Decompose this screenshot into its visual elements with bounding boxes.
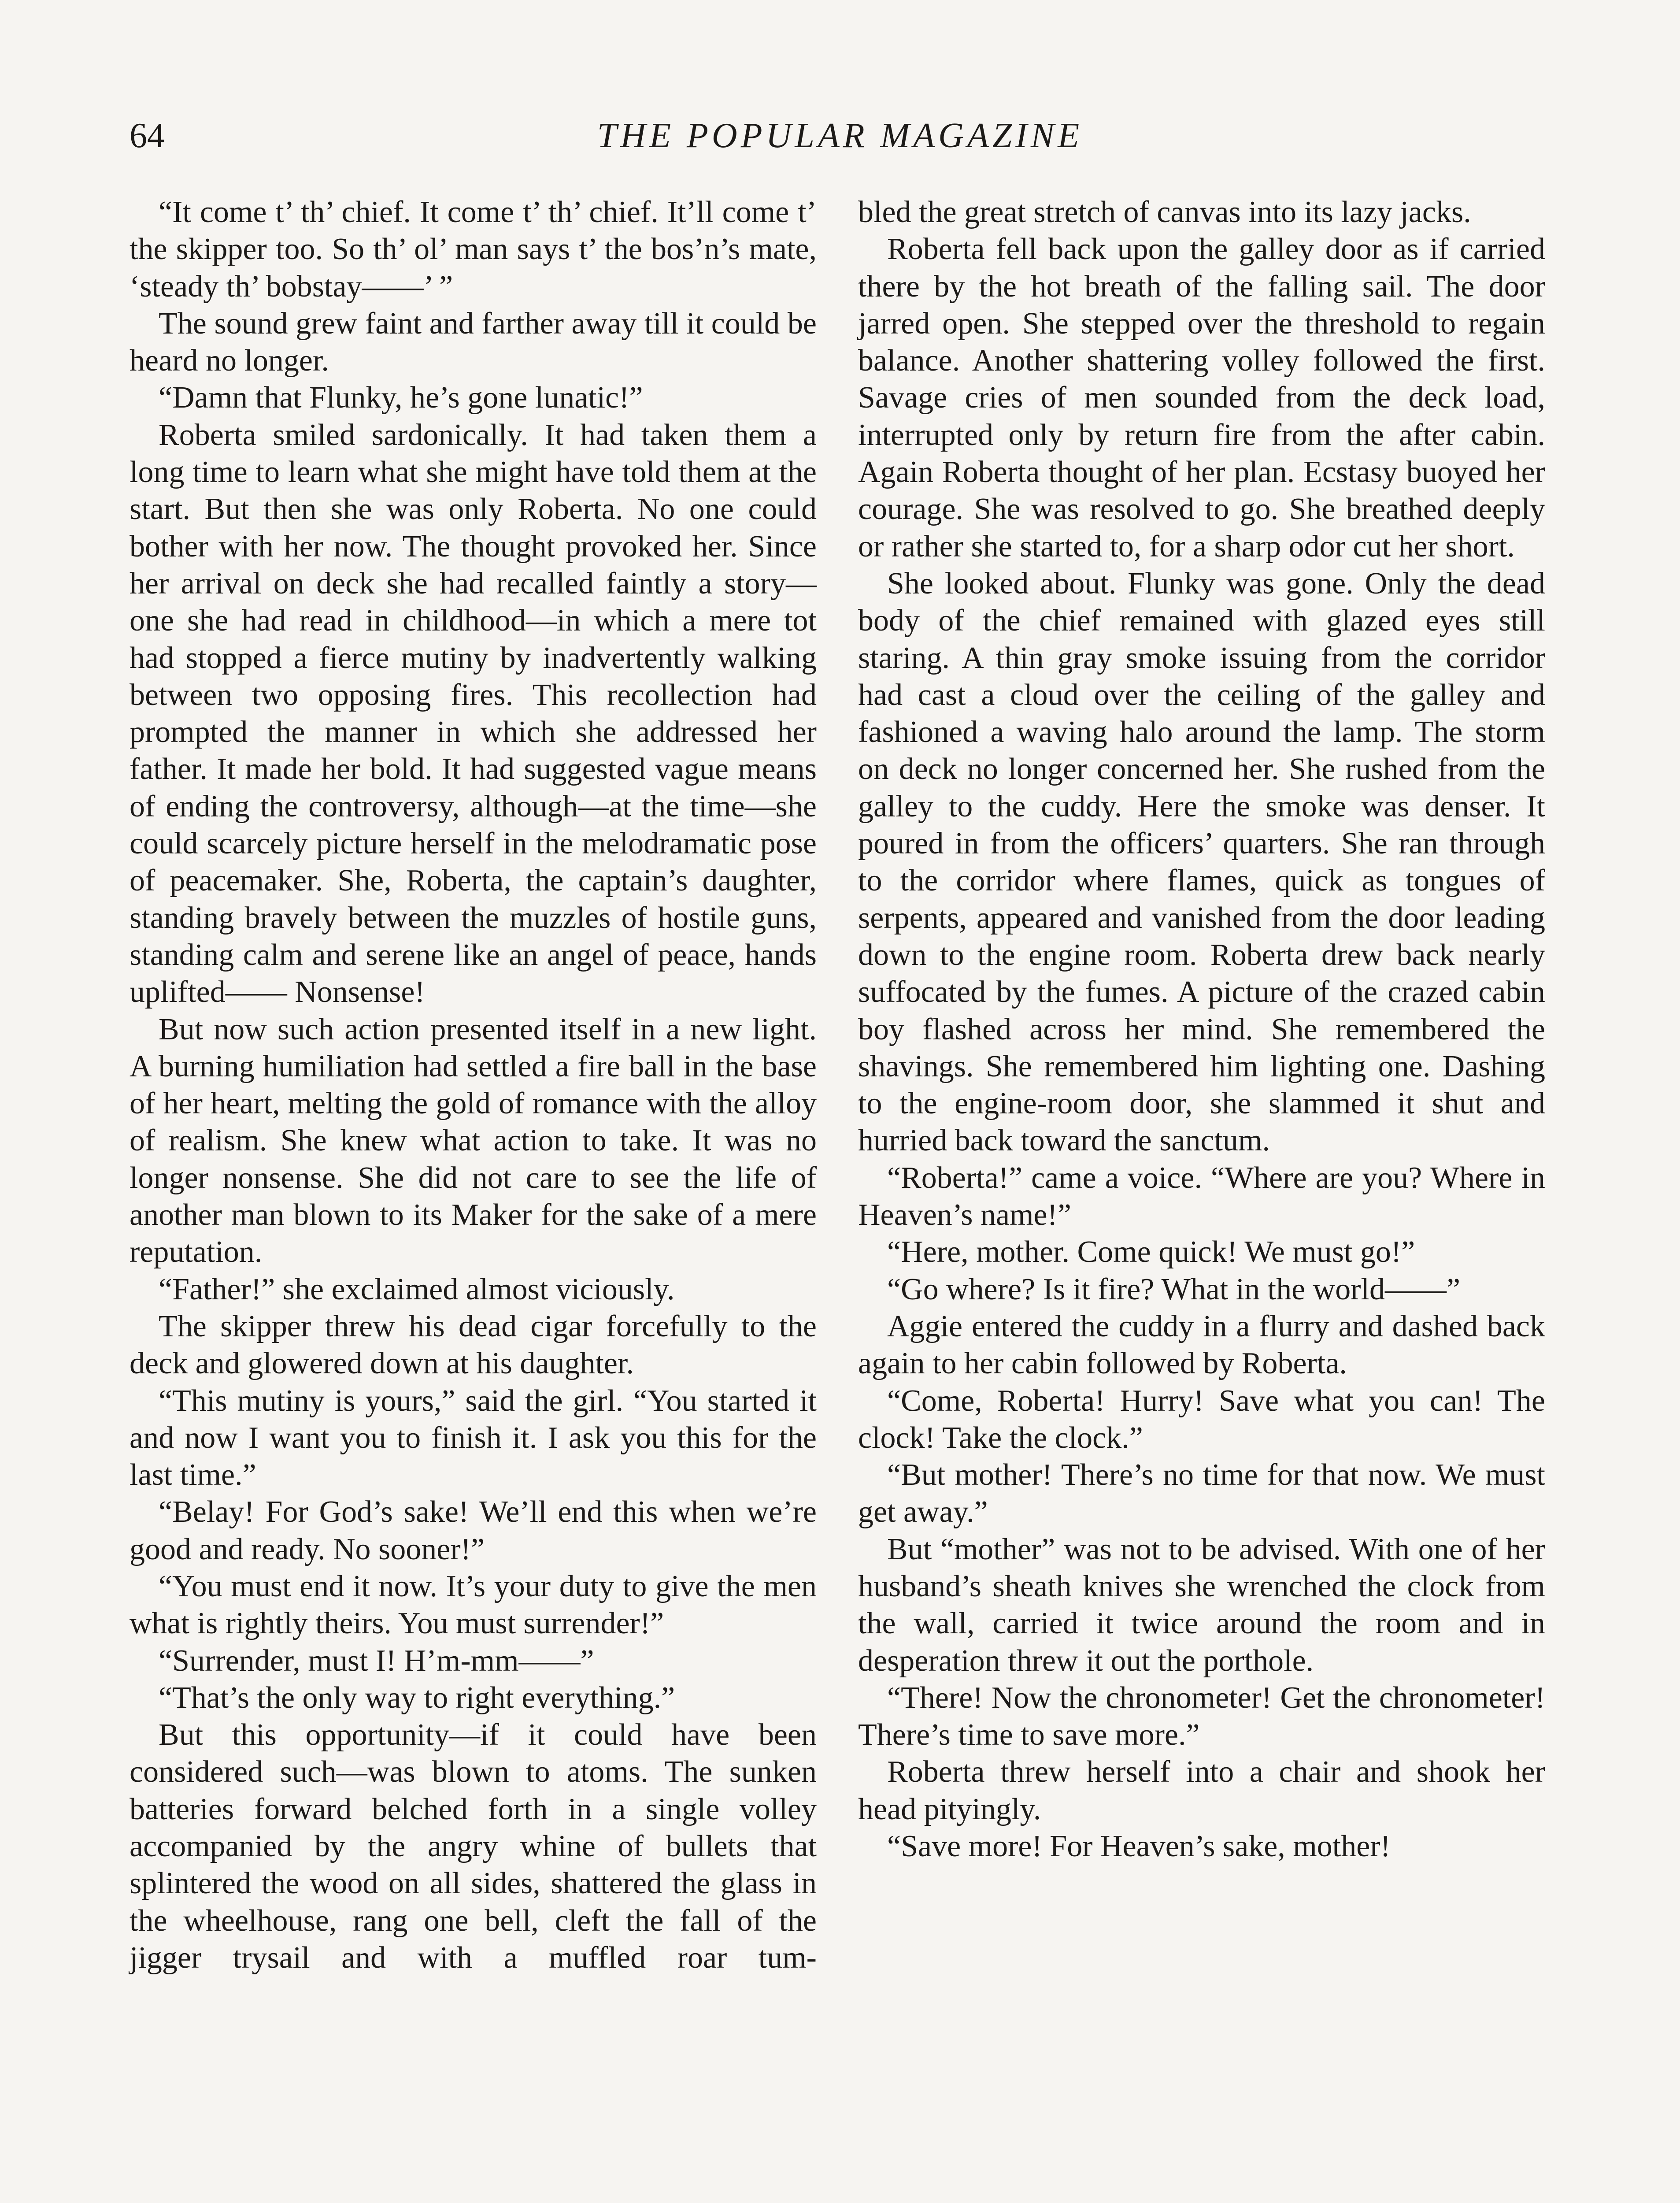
paragraph: But now such action presented itself in a new light. A burning humiliation had settled a fire ball in the base of her heart, melting the gold of romance with the alloy of realism. She knew what action to take. It was no longer nonsense. She did not care to see the life of another man blown to its Maker for the sake of a mere reputation. xyxy=(130,1012,817,1269)
paragraph: “This mutiny is yours,” said the girl. “You started it and now I want you to finish it. I ask you this for the last time.” xyxy=(130,1383,817,1492)
paragraph: The sound grew faint and farther away till it could be heard no longer. xyxy=(130,306,817,378)
paragraph: Roberta fell back upon the galley door as if carried there by the hot breath of the falling sail. The door jarred open. She stepped over the threshold to regain balance. Another shattering volley followed the first. Savage cries of men sounded from the deck load, interrupted only by return fire from the after cabin. Again Roberta thought of her plan. Ecstasy buoyed her courage. She was resolved to go. She breathed deeply or rather she started to, for a sharp odor cut her short. xyxy=(858,232,1545,564)
paragraph: “There! Now the chronometer! Get the chronometer! There’s time to save more.” xyxy=(858,1680,1545,1752)
paragraph: “Surrender, must I! H’m-mm——” xyxy=(159,1643,594,1678)
paragraph: Roberta threw herself into a chair and shook her head pityingly. xyxy=(858,1755,1545,1826)
paragraph: The skipper threw his dead cigar forcefully to the deck and glowered down at his daughter. xyxy=(130,1309,817,1381)
paragraph: “Father!” she exclaimed almost viciously. xyxy=(159,1272,675,1306)
paragraph: “Roberta!” came a voice. “Where are you? Where in Heaven’s name!” xyxy=(858,1161,1545,1232)
paragraph: “Belay! For God’s sake! We’ll end this when we’re good and ready. No sooner!” xyxy=(130,1495,817,1566)
paragraph: “You must end it now. It’s your duty to give the men what is rightly theirs. You must surrender!” xyxy=(130,1569,817,1641)
page-number: 64 xyxy=(130,116,165,155)
right-column xyxy=(858,194,1545,1865)
paragraph: bled the great stretch of canvas into its lazy jacks. xyxy=(858,195,1471,229)
paragraph: “Come, Roberta! Hurry! Save what you can! The clock! Take the clock.” xyxy=(858,1383,1545,1455)
paragraph: “Go where? Is it fire? What in the world——” xyxy=(887,1272,1461,1306)
paragraph: But “mother” was not to be advised. With one of her husband’s sheath knives she wrenched the clock from the wall, carried it twice around the room and in desperation threw it out the porthole. xyxy=(858,1532,1545,1678)
paragraph: Roberta smiled sardonically. It had taken them a long time to learn what she might have told them at the start. But then she was only Roberta. No one could bother with her now. The thought provoked her. Since her arrival on deck she had recalled faintly a story—one she had read in childhood—in which a mere tot had stopped a fierce mutiny by inadvertently walking between two opposing fires. This recollection had prompted the manner in which she addressed her father. It made her bold. It had suggested vague means of ending the controversy, although—at the time—she could scarcely picture herself in the melodramatic pose of peacemaker. She, Roberta, the captain’s daughter, standing bravely between the muzzles of hostile guns, standing calm and serene like an angel of peace, hands uplifted—— Nonsense! xyxy=(130,418,817,1009)
running-head: THE POPULAR MAGAZINE xyxy=(597,116,1083,155)
paragraph: Aggie entered the cuddy in a flurry and dashed back again to her cabin followed by Roberta. xyxy=(858,1309,1545,1381)
paragraph: “Here, mother. Come quick! We must go!” xyxy=(887,1235,1415,1269)
left-column xyxy=(130,194,817,1977)
paragraph: “It come t’ th’ chief. It come t’ th’ chief. It’ll come t’ the skipper too. So th’ ol’ man says t’ the bos’n’s mate, ‘steady th’ bobstay——’ ” xyxy=(130,195,817,304)
paragraph: “But mother! There’s no time for that now. We must get away.” xyxy=(858,1458,1545,1529)
paragraph: But this opportunity—if it could have been considered such—was blown to atoms. The sunken batteries forward belched forth in a single volley accompanied by the angry whine of bullets that splintered the wood on all sides, shattered the glass in the wheelhouse, rang one bell, cleft the fall of the jigger trysail and with a muffled roar tum- xyxy=(130,1718,817,1975)
paragraph: “Save more! For Heaven’s sake, mother! xyxy=(887,1829,1391,1864)
paragraph: She looked about. Flunky was gone. Only the dead body of the chief remained with glazed eyes still staring. A thin gray smoke issuing from the corridor had cast a cloud over the ceiling of the galley and fashioned a waving halo around the lamp. The storm on deck no longer concerned her. She rushed from the galley to the cuddy. Here the smoke was denser. It poured in from the officers’ quarters. She ran through to the corridor where flames, quick as tongues of serpents, appeared and vanished from the door leading down to the engine room. Roberta drew back nearly suffocated by the fumes. A picture of the crazed cabin boy flashed across her mind. She remembered the shavings. She remembered him lighting one. Dashing to the engine-room door, she slammed it shut and hurried back toward the sanctum. xyxy=(858,566,1545,1158)
paragraph: “Damn that Flunky, he’s gone lunatic!” xyxy=(159,381,643,415)
paragraph: “That’s the only way to right everything.” xyxy=(159,1680,675,1715)
